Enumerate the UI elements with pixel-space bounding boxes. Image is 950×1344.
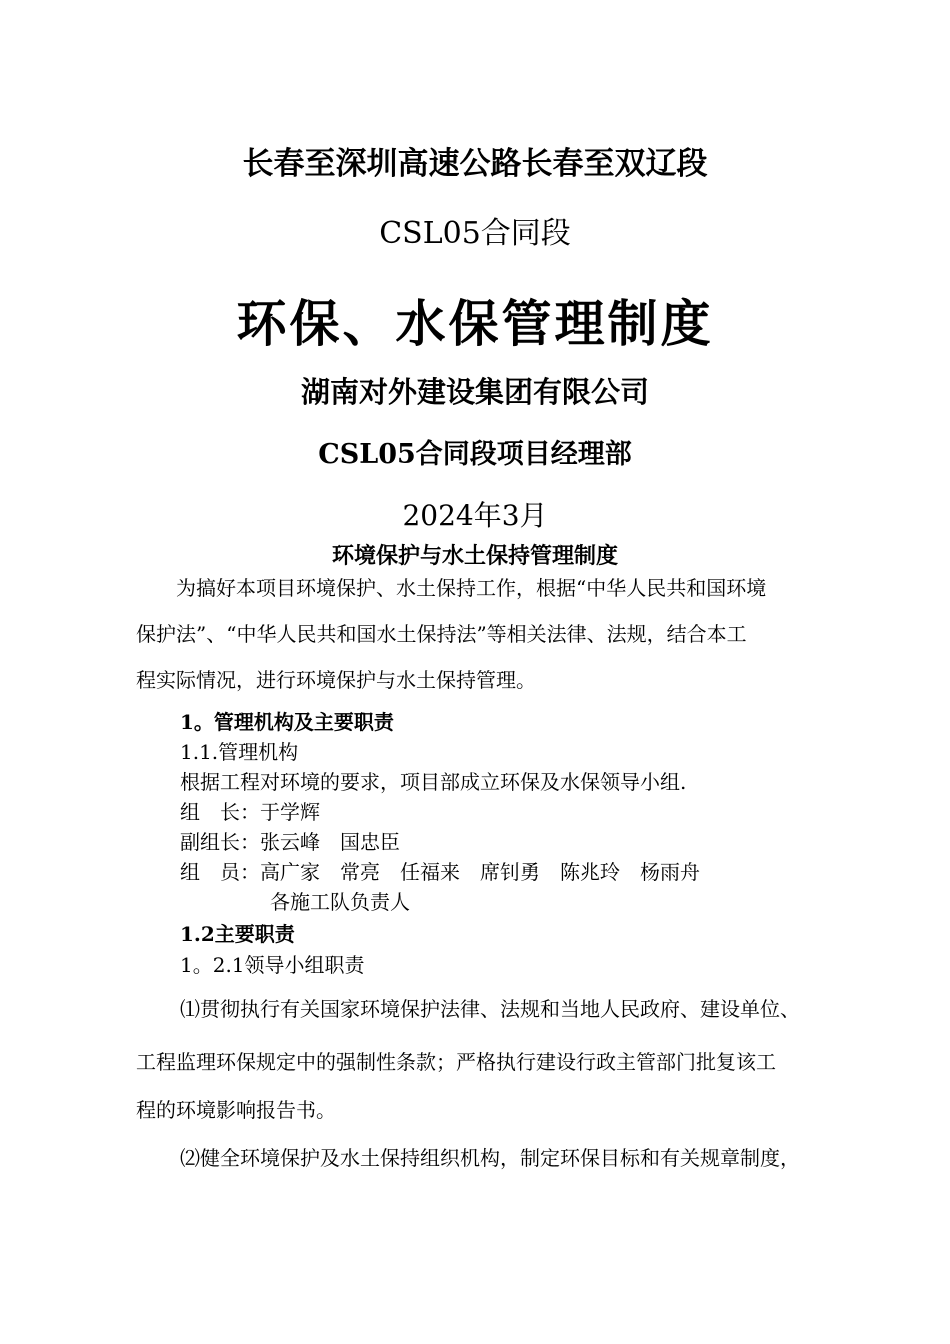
title-line-1: 长春至深圳高速公路长春至双辽段 — [242, 146, 708, 182]
intro-line-3: 程实际情况，进行环境保护与水土保持管理。 — [136, 668, 536, 692]
company-name: 湖南对外建设集团有限公司 — [300, 375, 649, 409]
document-date: 2024年3月 — [402, 499, 548, 532]
department-name: CSL05合同段项目经理部 — [318, 439, 632, 470]
duty-2-line-1: ⑵健全环境保护及水土保持组织机构，制定环保目标和有关规章制度， — [180, 1146, 800, 1170]
group-members-cont: 各施工队负责人 — [270, 890, 410, 914]
duty-1-line-1: ⑴贯彻执行有关国家环境保护法律、法规和当地人民政府、建设单位、 — [180, 997, 800, 1021]
group-members: 组 员：高广家 常亮 任福来 席钊勇 陈兆玲 杨雨舟 — [180, 860, 700, 884]
duty-1-line-2: 工程监理环保规定中的强制性条款；严格执行建设行政主管部门批复该工 — [136, 1050, 776, 1074]
duty-1-line-3: 程的环境影响报告书。 — [136, 1098, 336, 1122]
title-line-2: CSL05合同段 — [379, 216, 571, 251]
intro-line-2: 保护法”、“中华人民共和国水土保持法”等相关法律、法规，结合本工 — [136, 622, 747, 646]
heading-1-1: 1.1.管理机构 — [180, 740, 299, 764]
heading-1-2-1: 1。2.1领导小组职责 — [180, 953, 365, 977]
deputy-leader: 副组长：张云峰 国忠臣 — [180, 830, 400, 854]
section-title: 环境保护与水土保持管理制度 — [331, 543, 618, 569]
intro-line-1: 为搞好本项目环境保护、水土保持工作，根据“中华人民共和国环境 — [176, 576, 767, 600]
heading-1-2: 1.2主要职责 — [180, 922, 295, 946]
group-leader: 组 长：于学辉 — [180, 800, 320, 824]
heading-1: 1。管理机构及主要职责 — [180, 710, 394, 734]
org-description: 根据工程对环境的要求，项目部成立环保及水保领导小组. — [180, 770, 687, 794]
main-title: 环保、水保管理制度 — [236, 294, 714, 353]
